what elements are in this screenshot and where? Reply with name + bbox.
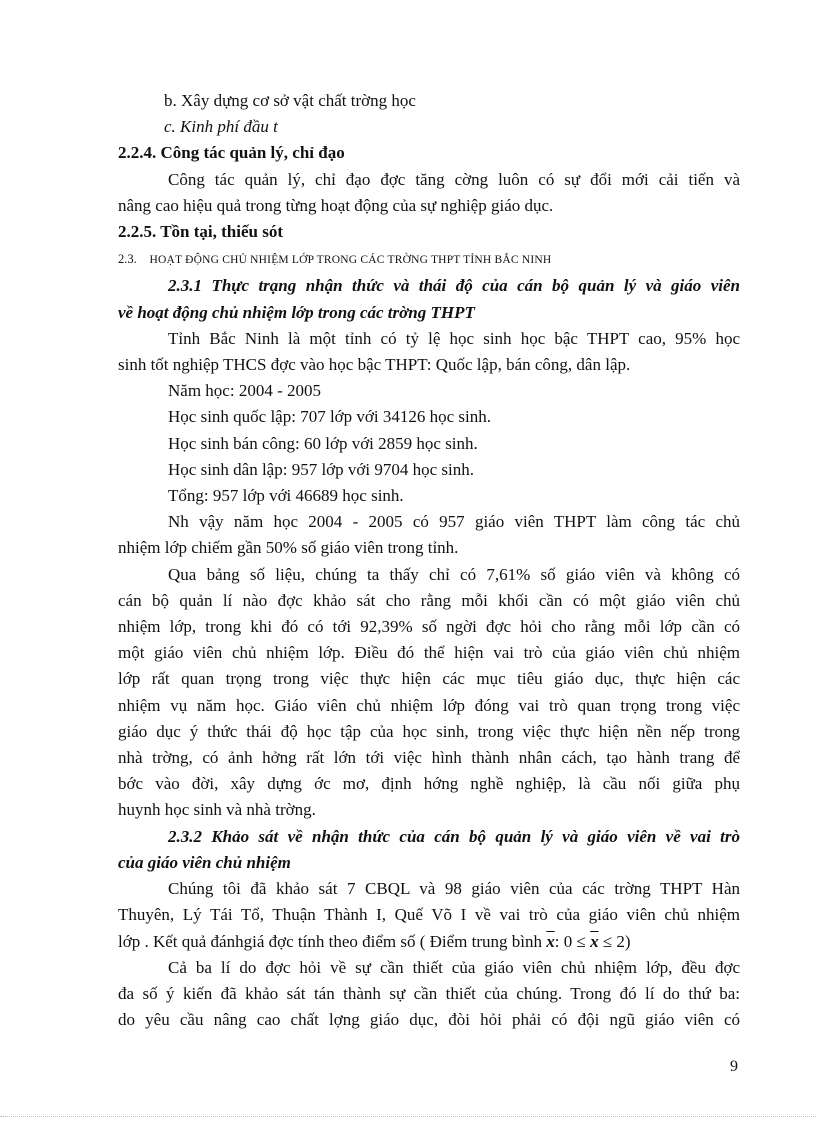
- paragraph-line: đa số ý kiến đã khảo sát tán thành sự cần thiết của chúng. Trong đó lí do thứ ba:: [118, 983, 740, 1003]
- paragraph-line: lớp rất quan trọng trong việc thực hiện các mục tiêu giáo dục, thực hiện các: [118, 669, 740, 689]
- page-number: 9: [730, 1058, 738, 1075]
- subsection-heading-2-3-1-cont: về hoạt động chủ nhiệm lớp trong các trờng THPT: [118, 302, 475, 322]
- paragraph-line: một giáo viên chủ nhiệm lớp. Điều đó thể hiện vai trò của giáo viên chủ nhiệm: [118, 643, 740, 663]
- paragraph-line: Nh vậy năm học 2004 - 2005 có 957 giáo viên THPT làm công tác chủ: [168, 512, 740, 532]
- page-bottom-divider: [0, 1116, 816, 1117]
- paragraph-line: Thuyên, Lý Tái Tổ, Thuận Thành I, Quế Võ I về vai trò của giáo viên chủ nhiệm: [118, 905, 740, 925]
- paragraph-line: cán bộ quản lí nào đợc khảo sát cho rằng mỗi khối cần có một giáo viên chủ: [118, 590, 740, 610]
- formula-prefix: lớp . Kết quả đánhgiá đợc tính theo điểm số ( Điểm trung bình: [118, 931, 547, 951]
- section-heading-2-2-5: 2.2.5. Tồn tại, thiếu sót: [118, 222, 283, 242]
- section-heading-2-2-4: 2.2.4. Công tác quản lý, chỉ đạo: [118, 143, 345, 163]
- paragraph-line: Học sinh bán công: 60 lớp với 2859 học sinh.: [168, 433, 478, 453]
- subsection-heading-2-3-1: 2.3.1 Thực trạng nhận thức và thái độ của cán bộ quản lý và giáo viên: [168, 276, 740, 296]
- paragraph-line: Năm học: 2004 - 2005: [168, 381, 321, 401]
- paragraph-line: Tổng: 957 lớp với 46689 học sinh.: [168, 486, 404, 506]
- list-item-b: b. Xây dựng cơ sở vật chất trờng học: [164, 91, 416, 110]
- paragraph-line: nâng cao hiệu quả trong từng hoạt động của sự nghiệp giáo dục.: [118, 195, 554, 215]
- paragraph-line: nhiệm vụ năm học. Giáo viên chủ nhiệm lớp đóng vai trò quan trọng trong việc: [118, 695, 740, 715]
- paragraph-line: Học sinh dân lập: 957 lớp với 9704 học sinh.: [168, 459, 475, 479]
- list-item-c: c. Kinh phí đầu t: [164, 117, 278, 137]
- paragraph-line: huynh học sinh và nhà trờng.: [118, 800, 316, 820]
- paragraph-line: Học sinh quốc lập: 707 lớp với 34126 học sinh.: [168, 407, 492, 427]
- paragraph-line: nhiệm lớp chiếm gần 50% số giáo viên trong tỉnh.: [118, 538, 459, 558]
- paragraph-line: nhà trờng, có ảnh hởng rất lớn tới việc hình thành nhân cách, tạo hành trang để: [118, 748, 740, 768]
- paragraph-line: Cả ba lí do đợc hỏi về sự cần thiết của giáo viên chủ nhiệm lớp, đều đợc: [168, 957, 740, 977]
- paragraph-line: bớc vào đời, xây dựng ớc mơ, định hớng nghề nghiệp, là cầu nối giữa phụ: [118, 774, 740, 794]
- formula-suffix: ≤ 2): [598, 931, 631, 951]
- paragraph-line-with-formula: [118, 929, 740, 955]
- paragraph-line: Tỉnh Bắc Ninh là một tỉnh có tỷ lệ học sinh học bậc THPT cao, 95% học: [168, 328, 740, 348]
- paragraph-line: Chúng tôi đã khảo sát 7 CBQL và 98 giáo viên của các trờng THPT Hàn: [168, 879, 740, 899]
- section-heading-2-3: [118, 245, 740, 273]
- paragraph-line: do yêu cầu nâng cao chất lợng giáo dục, đòi hỏi phải có đội ngũ giáo viên có: [118, 1010, 740, 1030]
- mean-symbol: $\overline{x}$: [546, 931, 555, 951]
- formula-mid: : 0 ≤: [554, 931, 591, 951]
- paragraph-line: giáo dục ý thức thái độ học tập của học sinh, trong việc thực hiện nền nếp trong: [118, 721, 740, 741]
- subsection-heading-2-3-2: 2.3.2 Khảo sát về nhận thức của cán bộ quản lý và giáo viên về vai trò: [168, 826, 740, 846]
- mean-symbol: $\overline{x}$: [590, 931, 599, 951]
- document-page: [118, 88, 740, 1033]
- subsection-heading-2-3-2-cont: của giáo viên chủ nhiệm: [118, 852, 291, 872]
- section-number: 2.3.: [118, 252, 137, 267]
- paragraph-line: Công tác quản lý, chỉ đạo đợc tăng cờng luôn có sự đổi mới cải tiến và: [168, 169, 740, 189]
- paragraph-line: Qua bảng số liệu, chúng ta thấy chỉ có 7,61% số giáo viên và không có: [168, 564, 740, 584]
- paragraph-line: sinh tốt nghiệp THCS đợc vào học bậc THPT: Quốc lập, bán công, dân lập.: [118, 355, 631, 375]
- paragraph-line: nhiệm lớp, trong khi đó có tới 92,39% số ngời đợc hỏi cho rằng mỗi lớp cần có: [118, 617, 740, 637]
- section-title: HOẠT ĐỘNG CHỦ NHIỆM LỚP TRONG CÁC TRỜNG THPT TỈNH BẮC NINH: [149, 254, 552, 267]
